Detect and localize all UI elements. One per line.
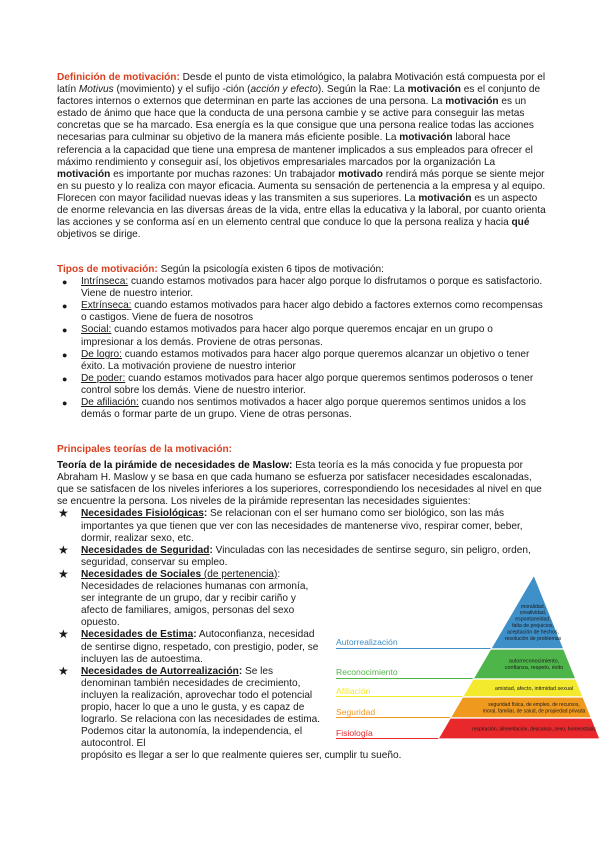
list-item: ● Intrínseca: cuando estamos motivados para hacer algo porque lo disfrutamos o porque es satisfactorio. Viene de nuestro interior.: [57, 276, 547, 300]
types-intro: Tipos de motivación: Según la psicología existen 6 tipos de motivación:: [57, 264, 384, 275]
maslow-pyramid: [334, 573, 600, 745]
pyramid-level-text: confianza, respeto, éxito: [504, 665, 564, 672]
theories-heading: Principales teorías de la motivación:: [57, 444, 233, 455]
pyramid-graphic: [336, 575, 600, 739]
pyramid-level-text: creatividad,: [519, 610, 547, 617]
list-item: ● De poder: cuando estamos motivados para hacer algo porque queremos sentimos poderosos o tener control sobre los demás. Viene de nuestro interior.: [57, 373, 547, 397]
pyramid-level-text: aceptación de hechos,: [507, 629, 559, 636]
pyramid-level-text: moral, familiar, de salud, de propiedad privada: [482, 708, 586, 715]
pyramid-level-text: moralidad,: [520, 603, 546, 610]
star-icon: ★: [58, 627, 69, 642]
pyramid-level-text: respiración, alimentación, descanso, sexo, homeostasis: [472, 726, 596, 733]
list-item: ★ Necesidades de Seguridad: Vinculadas con las necesidades de sentirse seguro, sin peligro, orden, seguridad, conservar su empleo.: [58, 542, 531, 568]
definition-paragraph: Definición de motivación: Desde el punto de vista etimológico, la palabra Motivación está compuesta por el latín Motivus (movimiento) y el sufijo -ción (acción y efecto). Según la Rae: La motivación es el conjunto de factores internos o externos que determinan en parte las acciones de una persona. La motivación es un estado de ánimo que hace que la conducta de una persona cambie y se active para conseguir las metas concretas que se ha marcado. Esa energía es la que consigue que una persona realice todas las acciones necesarias para culminar su objetivo de la manera más eficiente posible. La motivación laboral hace referencia a la capacidad que tiene una empresa de mantener implicados a sus empleados para ofrecer el máximo rendimiento y conseguir así, los objetivos empresariales marcados por la organización La motivación es importante por muchas razones: Un trabajador motivado rendirá más porque se siente mejor en su puesto y lo realiza con mayor eficacia. Aumenta su sensación de pertenencia a la empresa y al equipo. Florecen con mayor facilidad nuevas ideas y las transmiten a sus superiores. La motivación es un aspecto de enorme relevancia en las diversas áreas de la vida, entre ellas la educativa y la laboral, por cuanto orienta las acciones y se conforma así en un elemento central que conduce lo que la persona realiza y hacia qué objetivos se dirige.: [57, 72, 546, 241]
pyramid-side-label: Autorrealización: [336, 637, 398, 647]
list-item: ★ Necesidades Fisiológicas: Se relacionan con el ser humano como ser biológico, son las más importantes ya que tienen que ver con las necesidades de mantenerse vivo, respirar comer, beber, dormir, realizar sexo, etc.: [58, 506, 523, 544]
list-item: ★ Necesidades de Autorrealización: Se les denominan también necesidades de crecimiento, incluyen la realización, aprovechar todo el potencial propio, hacer lo que a uno le gusta, y es capaz de lograrlo. Se relaciona con las necesidades de estima. Podemos citar la autonomía, la independencia, el autocontrol. El: [58, 663, 321, 750]
maslow-heading: Teoría de la pirámide de necesidades de Maslow:: [57, 460, 293, 472]
pyramid-level-text: seguridad física, de empleo, de recursos,: [488, 702, 580, 709]
list-item: ● De logro: cuando estamos motivados para hacer algo porque queremos alcanzar un objetivo o tener éxito. La motivación proviene de nuestro interior: [57, 349, 547, 373]
maslow-intro: Teoría de la pirámide de necesidades de Maslow: Esta teoría es la más conocida y fue propuesta por Abraham H. Maslow y se basa en que cada humano se esfuerza por satisfacer necesidades escalonadas, que se satisfacen de los niveles inferiores a los superiores, correspondiendo los necesidades al nivel en que se encuentre la persona. Los niveles de la pirámide representan las necesidades siguientes:: [57, 460, 542, 508]
list-item: ★ Necesidades de Estima: Autoconfianza, necesidad de sentirse digno, respetado, con prestigio, poder, se incluyen las de autoestima.: [58, 627, 319, 665]
types-heading: Tipos de motivación:: [57, 264, 158, 275]
pyramid-side-label: Seguridad: [336, 707, 376, 717]
star-icon: ★: [58, 542, 69, 557]
pyramid-level-text: resolución de problemas: [504, 635, 562, 642]
star-icon: ★: [58, 506, 69, 521]
pyramid-level-text: espontaneidad,: [515, 616, 551, 623]
definition-heading: Definición de motivación:: [57, 72, 180, 83]
types-section: [57, 264, 547, 421]
closing-line: propósito es llegar a ser lo que realmente quieres ser, cumplir tu sueño.: [81, 750, 402, 762]
list-item: ★ Necesidades de Sociales (de pertenencia): Necesidades de relaciones humanas con armonía, ser integrante de un grupo, dar y recibir cariño y afecto de familiares, amigos, personas del sexo opuesto.: [58, 566, 309, 629]
pyramid-side-label: Fisiología: [336, 728, 373, 738]
star-icon: ★: [58, 663, 69, 678]
types-list: [57, 276, 547, 421]
pyramid-level-text: autorreconocimiento,: [508, 658, 560, 665]
pyramid-level-text: falta de prejuicios,: [512, 623, 554, 629]
pyramid-side-label: Reconocimiento: [336, 667, 398, 677]
list-item: ● De afiliación: cuando nos sentimos motivados a hacer algo porque queremos sentimos unidos a los demás o formar parte de un grupo. Viene de otras personas.: [57, 397, 547, 421]
star-icon: ★: [58, 566, 69, 581]
list-item: ● Extrínseca: cuando estamos motivados para hacer algo debido a factores externos como recompensas o castigos. Viene de fuera de nosotros: [57, 300, 547, 324]
pyramid-side-label: Afiliación: [336, 686, 371, 696]
list-item: ● Social: cuando estamos motivados para hacer algo porque queremos encajar en un grupo o impresionar a los demás. Proviene de otras personas.: [57, 324, 547, 348]
pyramid-level-text: amistad, afecto, intimidad sexual: [494, 685, 574, 692]
